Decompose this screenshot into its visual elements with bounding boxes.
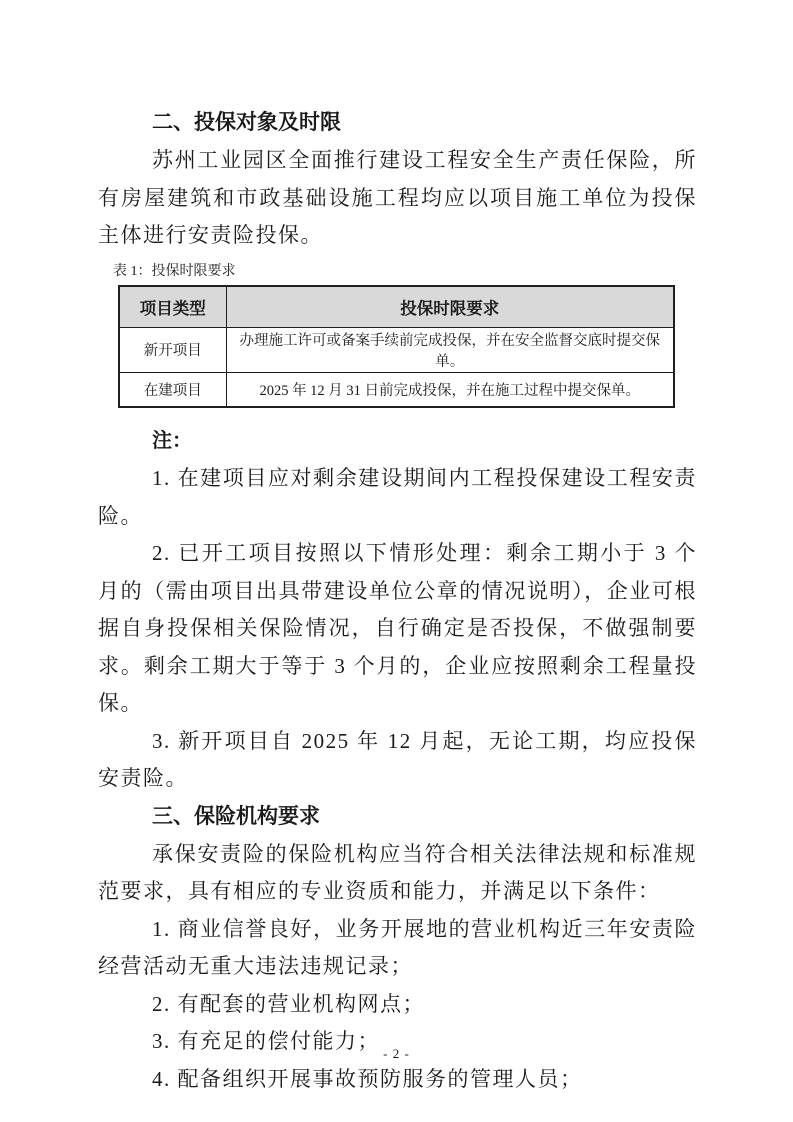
insurance-deadline-table xyxy=(118,285,675,408)
table-row-new-project xyxy=(119,327,674,372)
cell-project-type: 新开项目 xyxy=(119,327,226,372)
page-number: - 2 - xyxy=(383,1046,410,1061)
table-row-ongoing-project xyxy=(119,372,674,407)
column-header-deadline-requirement: 投保时限要求 xyxy=(226,286,674,328)
section-heading-insurer-requirements: 三、保险机构要求 xyxy=(152,804,320,828)
table-caption: 表 1：投保时限要求 xyxy=(113,263,236,279)
section3-intro-paragraph: 承保安责险的保险机构应当符合相关法律法规和标准规范要求，具有相应的专业资质和能力，并满足以下条件： xyxy=(98,841,697,903)
table-header-row xyxy=(119,286,674,328)
note-item-1: 1. 在建项目应对剩余建设期间内工程投保建设工程安责险。 xyxy=(98,466,697,528)
condition-item-1: 1. 商业信誉良好，业务开展地的营业机构近三年安责险经营活动无重大违法违规记录； xyxy=(98,916,697,978)
condition-item-4: 4. 配备组织开展事故预防服务的管理人员； xyxy=(152,1066,583,1091)
note-item-3: 3. 新开项目自 2025 年 12 月起，无论工期，均应投保安责险。 xyxy=(98,728,697,790)
column-header-project-type: 项目类型 xyxy=(119,286,226,328)
notes-label: 注： xyxy=(152,429,192,452)
cell-deadline-requirement: 办理施工许可或备案手续前完成投保，并在安全监督交底时提交保单。 xyxy=(226,327,674,372)
cell-deadline-requirement: 2025 年 12 月 31 日前完成投保，并在施工过程中提交保单。 xyxy=(226,372,674,407)
note-item-2: 2. 已开工项目按照以下情形处理：剩余工期小于 3 个月的（需由项目出具带建设单位公章的情况说明），企业可根据自身投保相关保险情况，自行确定是否投保，不做强制要求。剩余工期大于等于 3 个月的，企业应按照剩余工程量投保。 xyxy=(98,541,697,715)
condition-item-2: 2. 有配套的营业机构网点； xyxy=(152,991,425,1016)
section2-intro-paragraph: 苏州工业园区全面推行建设工程安全生产责任保险，所有房屋建筑和市政基础设施工程均应以项目施工单位为投保主体进行安责险投保。 xyxy=(98,148,697,247)
condition-item-3: 3. 有充足的偿付能力； xyxy=(152,1029,380,1053)
cell-project-type: 在建项目 xyxy=(119,372,226,407)
section-heading-insurance-targets: 二、投保对象及时限 xyxy=(152,111,341,134)
